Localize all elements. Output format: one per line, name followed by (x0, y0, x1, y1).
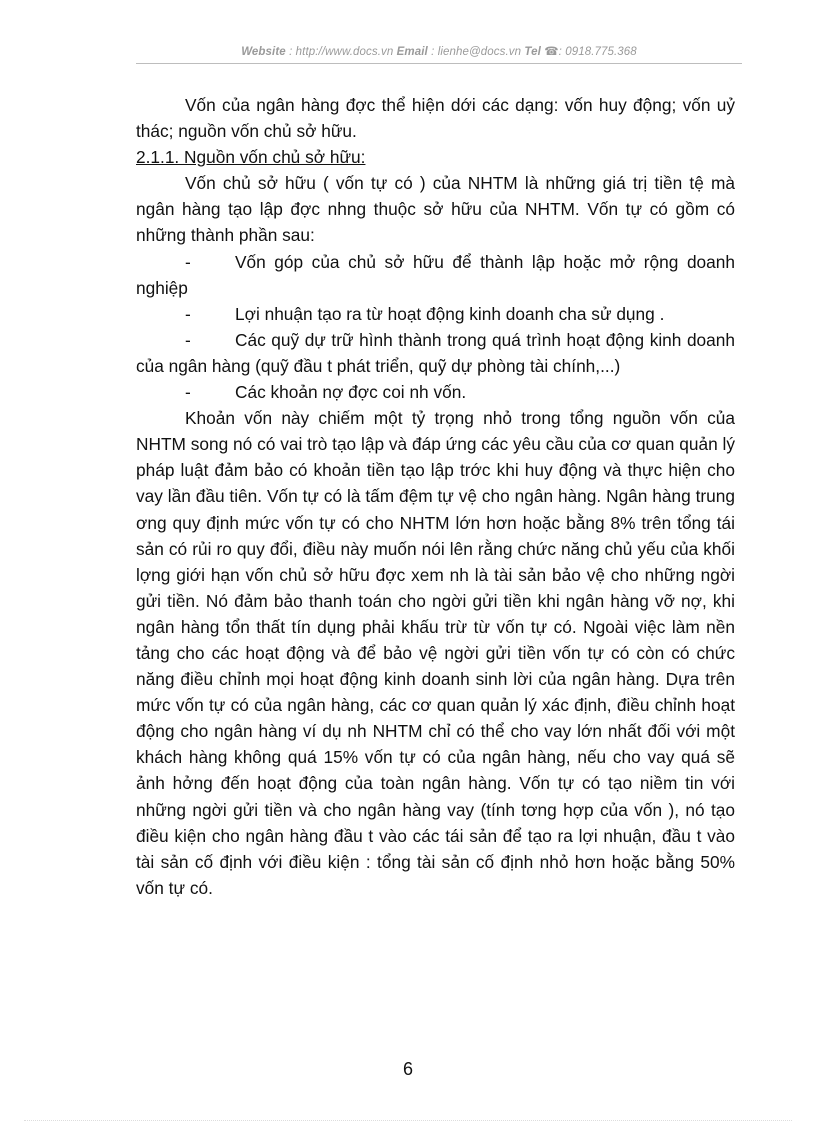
document-body (136, 92, 735, 901)
tel-number: : 0918.775.368 (558, 46, 637, 58)
list-item-text: Các quỹ dự trữ hình thành trong quá trình hoạt động kinh doanh của ngân hàng (quỹ đầu t phát triển, quỹ dự phòng tài chính,...) (136, 329, 735, 376)
list-item-text: Lợi nhuận tạo ra từ hoạt động kinh doanh cha sử dụng . (235, 303, 665, 324)
tel-label: Tel (524, 46, 541, 58)
phone-icon: ☎ (544, 46, 559, 58)
section-heading: 2.1.1. Nguồn vốn chủ sở hữu: (136, 147, 366, 168)
list-item (136, 301, 735, 327)
email-label: Email (396, 46, 428, 58)
footer-divider (24, 1120, 792, 1121)
list-dash: - (185, 303, 191, 324)
list-dash: - (185, 251, 191, 272)
list-item-text: Vốn góp của chủ sở hữu để thành lập hoặc mở rộng doanh nghiệp (136, 251, 735, 298)
list-item-text: Các khoản nợ đợc coi nh vốn. (235, 382, 467, 403)
list-dash: - (185, 382, 191, 403)
main-paragraph: Khoản vốn này chiếm một tỷ trọng nhỏ trong tổng nguồn vốn của NHTM song nó có vai trò tạo lập và đáp ứng các yêu cầu của cơ quan quản lý pháp luật đảm bảo có khoản tiền tạo lập trớc khi huy động và thực hiện cho vay lần đầu tiên. Vốn tự có là tấm đệm tự vệ cho ngân hàng. Ngân hàng trung ơng quy định mức vốn tự có cho NHTM lớn hơn hoặc bằng 8% trên tổng tái sản có rủi ro quy đổi, điều này muốn nói lên rằng chức năng chủ yếu của khối lợng giới hạn vốn chủ sở hữu đợc xem nh là tài sản bảo vệ cho những ngời gửi tiền. Nó đảm bảo thanh toán cho ngời gửi tiền khi ngân hàng vỡ nợ, khi ngân hàng tổn thất tín dụng phải khấu trừ từ vốn tự có. Ngoài việc làm nền tảng cho các hoạt động và để bảo vệ ngời gửi tiền vốn tự có còn có chức năng điều chỉnh mọi hoạt động kinh doanh sinh lời của ngân hàng. Dựa trên mức vốn tự có của ngân hàng, các cơ quan quản lý xác định, điều chỉnh hoạt động cho ngân hàng ví dụ nh NHTM chỉ có thể cho vay lớn nhất đối với một khách hàng không quá 15% vốn tự có của ngân hàng, nếu cho vay quá sẽ ảnh hởng đến hoạt động của toàn ngân hàng. Vốn tự có tạo niềm tin với những ngời gửi tiền và cho ngân hàng vay (tính tơng hợp của vốn ), nó tạo điều kiện cho ngân hàng đầu t vào các tái sản để tạo ra lợi nhuận, đầu t vào tài sản cố định với điều kiện : tổng tài sản cố định nhỏ hơn hoặc bằng 50% vốn tự có. (136, 408, 735, 898)
page-header (136, 44, 742, 58)
intro-paragraph: Vốn của ngân hàng đợc thể hiện dới các dạng: vốn huy động; vốn uỷ thác; nguồn vốn chủ sở hữu. (136, 95, 735, 142)
list-item (136, 379, 735, 405)
list-dash: - (185, 329, 191, 350)
email-address[interactable]: : lienhe@docs.vn (431, 46, 522, 58)
website-label: Website (241, 46, 286, 58)
definition-paragraph: Vốn chủ sở hữu ( vốn tự có ) của NHTM là những giá trị tiền tệ mà ngân hàng tạo lập đợc nhng thuộc sở hữu của NHTM. Vốn tự có gồm có những thành phần sau: (136, 173, 735, 246)
website-url[interactable]: : http://www.docs.vn (289, 46, 394, 58)
page-number: 6 (402, 1059, 413, 1079)
header-divider (136, 63, 742, 64)
list-item (136, 249, 735, 301)
list-item (136, 327, 735, 379)
